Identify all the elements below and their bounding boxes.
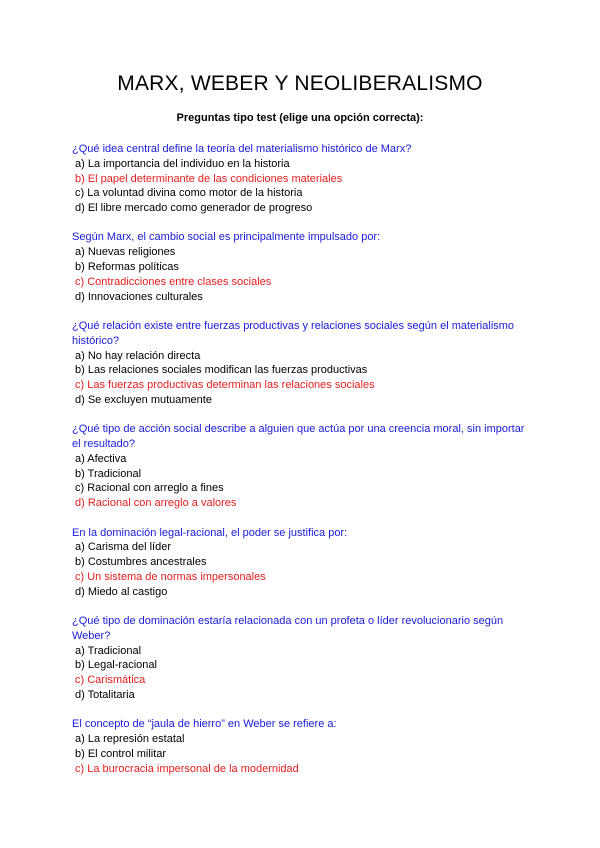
answer-option-correct: b) El papel determinante de las condiciones materiales	[75, 172, 343, 185]
answer-option: a) La importancia del individuo en la historia	[75, 157, 290, 170]
question-block	[72, 319, 532, 408]
answer-option: d) Totalitaria	[75, 689, 135, 701]
answer-option-correct: c) Contradicciones entre clases sociales	[75, 275, 272, 288]
answer-option: a) Carisma del líder	[75, 541, 171, 554]
question-block	[72, 526, 532, 600]
answer-option: d) El libre mercado como generador de progreso	[75, 202, 313, 215]
answer-option: b) Tradicional	[75, 467, 142, 480]
question-block	[72, 717, 532, 776]
answer-option-correct: d) Racional con arreglo a valores	[75, 497, 237, 510]
question-text: ¿Qué idea central define la teoría del materialismo histórico de Marx?	[72, 143, 412, 155]
question-text: En la dominación legal-racional, el poder se justifica por:	[72, 526, 348, 539]
questions-list	[72, 142, 532, 791]
answer-option: b) Legal-racional	[75, 659, 157, 672]
question-text: ¿Qué tipo de acción social describe a alguien que actúa por una creencia moral, sin importar el resultado?	[72, 423, 525, 451]
question-block	[72, 422, 532, 511]
answer-option: a) Nuevas religiones	[75, 246, 176, 259]
answer-option-correct: c) La burocracia impersonal de la modernidad	[75, 762, 299, 775]
answer-option: c) La voluntad divina como motor de la historia	[75, 187, 303, 200]
question-block	[72, 142, 532, 216]
question-text: Según Marx, el cambio social es principalmente impulsado por:	[72, 231, 381, 244]
answer-option: a) La represión estatal	[75, 733, 185, 746]
question-text: El concepto de “jaula de hierro” en Weber se refiere a:	[72, 718, 337, 731]
question-block	[72, 230, 532, 304]
answer-option-correct: c) Carismática	[75, 674, 146, 687]
answer-option: a) No hay relación directa	[75, 349, 201, 362]
document-title: MARX, WEBER Y NEOLIBERALISMO	[117, 72, 483, 95]
answer-option-correct: c) Las fuerzas productivas determinan las relaciones sociales	[75, 379, 375, 392]
answer-option: a) Tradicional	[75, 644, 142, 657]
answer-option: c) Racional con arreglo a fines	[75, 482, 224, 495]
answer-option: b) Las relaciones sociales modifican las fuerzas productivas	[75, 364, 368, 377]
answer-option: b) Costumbres ancestrales	[75, 556, 207, 569]
document-subtitle: Preguntas tipo test (elige una opción correcta):	[176, 112, 424, 124]
answer-option: b) El control militar	[75, 747, 167, 760]
answer-option: b) Reformas políticas	[75, 261, 179, 274]
answer-option-correct: c) Un sistema de normas impersonales	[75, 570, 266, 583]
answer-option: d) Miedo al castigo	[75, 585, 168, 598]
question-text: ¿Qué relación existe entre fuerzas productivas y relaciones sociales según el materialismo histórico?	[72, 319, 515, 347]
question-block	[72, 614, 532, 703]
answer-option: d) Se excluyen mutuamente	[75, 393, 212, 406]
question-text: ¿Qué tipo de dominación estaría relacionada con un profeta o líder revolucionario según Weber?	[72, 615, 504, 642]
answer-option: a) Afectiva	[75, 452, 127, 465]
answer-option: d) Innovaciones culturales	[75, 290, 203, 303]
